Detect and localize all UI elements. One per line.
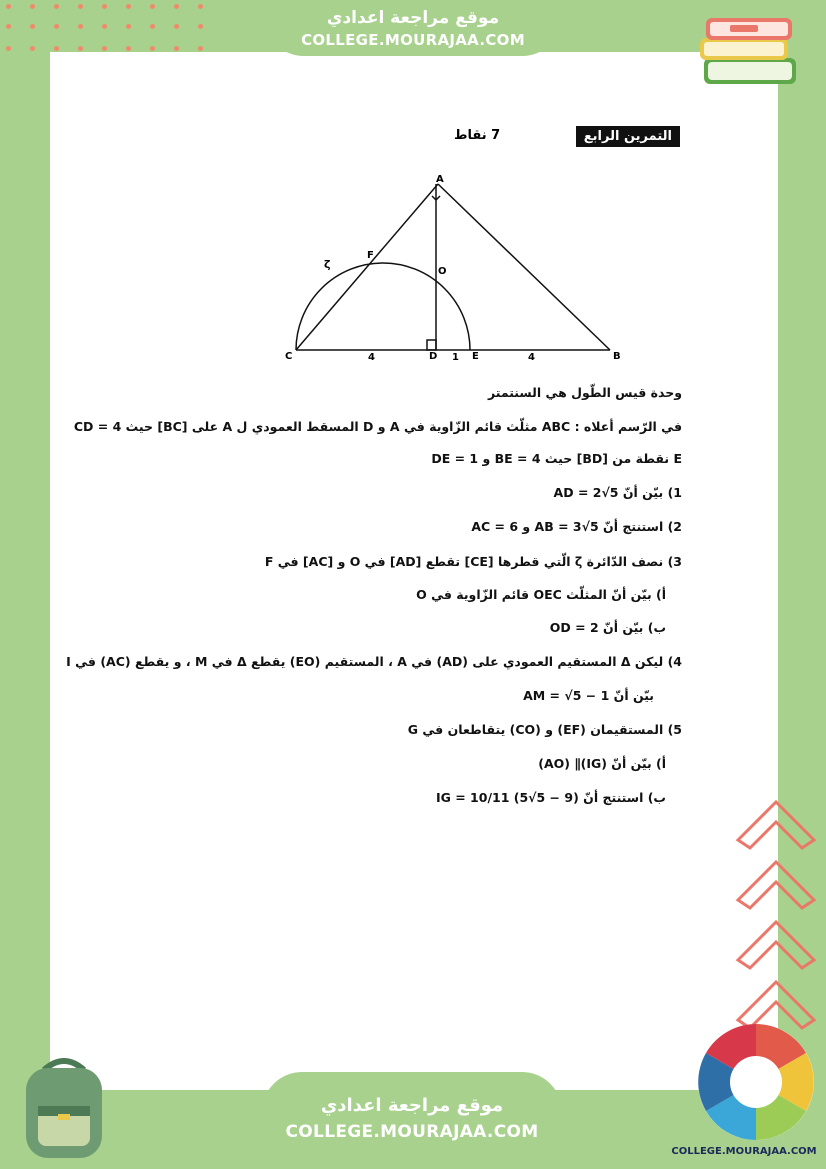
label-d: D	[429, 351, 438, 362]
footer-url-link[interactable]: COLLEGE.MOURAJAA.COM	[285, 1122, 539, 1142]
label-o: O	[438, 266, 447, 277]
length-cd: 4	[368, 352, 375, 363]
text-line: أ) بيّن أنّ (IG)∥ (AO)	[538, 756, 666, 771]
text-line: وحدة قيس الطّول هي السنتمتر	[487, 385, 682, 400]
footer-title: موقع مراجعة اعدادي	[320, 1095, 504, 1116]
text-line: ب) استنتج أنّ IG = 10/11 (5√5 − 9)	[435, 790, 666, 805]
text-line: 2) استنتج أنّ AB = 3√5 و AC = 6	[471, 519, 682, 534]
text-line: بيّن أنّ AM = √5 − 1	[523, 688, 654, 703]
label-e: E	[472, 351, 479, 362]
header-title: موقع مراجعة اعدادي	[326, 8, 500, 28]
footer-tab	[262, 1072, 562, 1169]
books-icon	[690, 10, 805, 100]
text-line: 5) المستقيمان (EF) و (CO) يتقاطعان في G	[407, 722, 682, 737]
header-url-link[interactable]: COLLEGE.MOURAJAA.COM	[301, 31, 525, 49]
backpack-icon	[14, 1052, 114, 1164]
exercise-heading: التمرين الرابع	[576, 126, 680, 147]
label-c: C	[285, 351, 293, 362]
geometry-figure	[280, 172, 630, 367]
site-logo-icon	[694, 1020, 818, 1144]
text-line: E نقطة من [BD] حيث BE = 4 و DE = 1	[431, 451, 682, 466]
text-line: 4) ليكن Δ المستقيم العمودي على (AD) في A ، المستقيم (EO) يقطع Δ في M ، و يقطع (AC) في I	[66, 654, 682, 669]
length-eb: 4	[528, 352, 535, 363]
logo-caption: COLLEGE.MOURAJAA.COM	[671, 1146, 817, 1157]
length-de: 1	[452, 352, 459, 363]
text-line: 3) نصف الدّائرة ζ الّتي قطرها [CE] تقطع [AD] في O و [AC] في F	[264, 554, 682, 569]
label-f: F	[367, 250, 374, 261]
text-line: 1) بيّن أنّ AD = 2√5	[553, 485, 682, 500]
label-b: B	[613, 351, 621, 362]
label-a: A	[436, 174, 444, 185]
label-circle: ζ	[324, 258, 331, 271]
chevron-up-icon	[732, 790, 822, 1040]
exercise-points: 7 نقاط	[454, 128, 501, 143]
text-line: أ) بيّن أنّ المثلّث OEC قائم الزّاوية في O	[416, 587, 666, 602]
text-line: في الرّسم أعلاه : ABC مثلّث قائم الزّاوية في A و D المسقط العمودي ل A على [BC] حيث CD = 4	[73, 419, 682, 434]
text-line: ب) بيّن أنّ OD = 2	[549, 620, 666, 635]
